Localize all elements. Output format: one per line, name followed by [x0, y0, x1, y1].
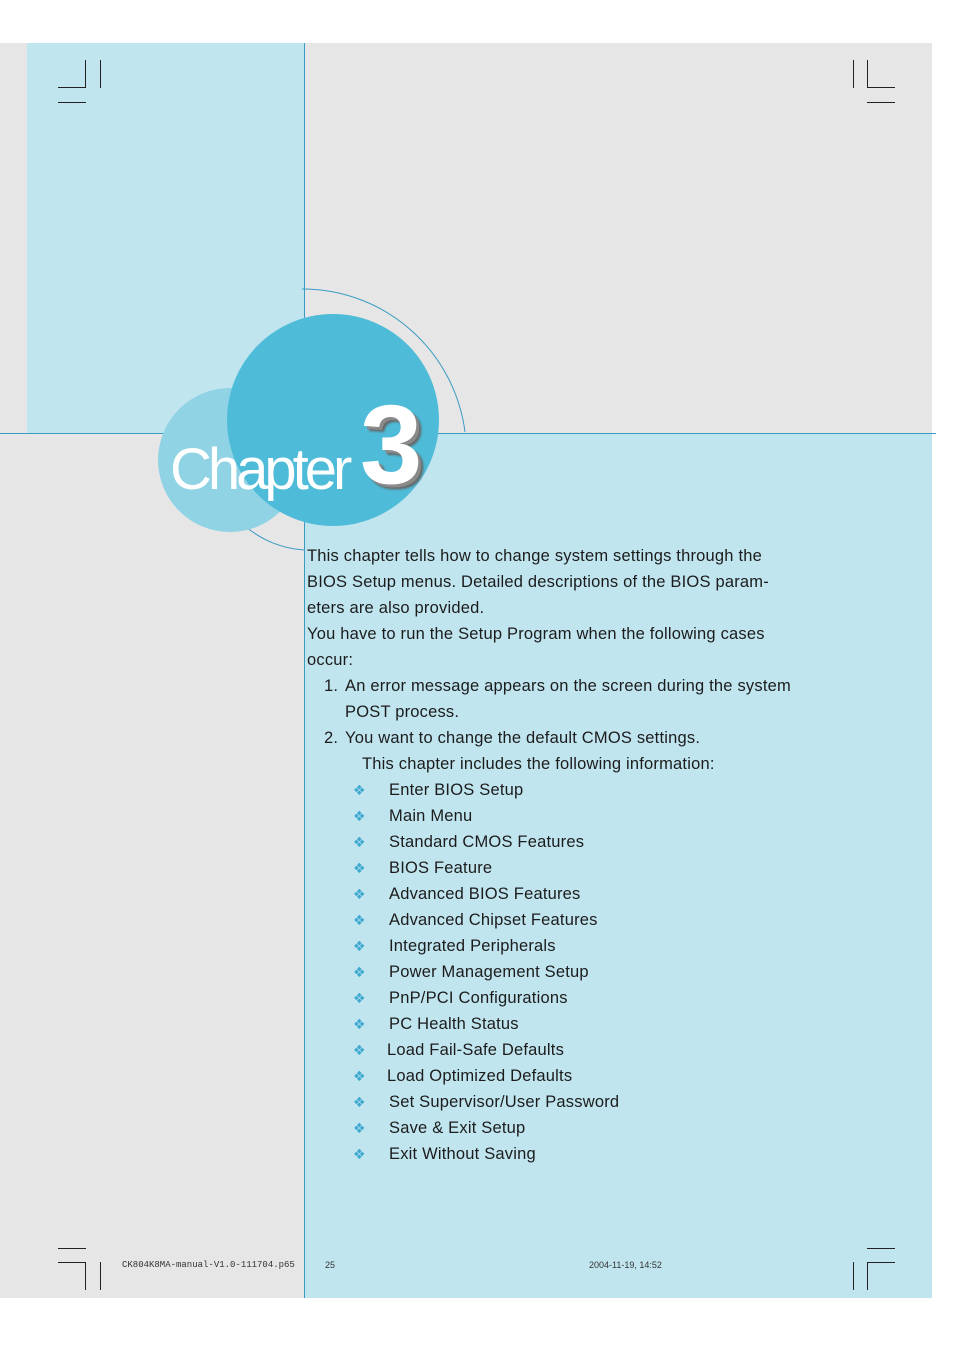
footer-page-number: 25 [325, 1260, 336, 1270]
crop-mark [853, 1262, 854, 1290]
case-item [307, 725, 807, 751]
crop-mark [58, 1248, 86, 1249]
diamond-cluster-icon: ❖ [353, 782, 366, 798]
topic-label: Advanced BIOS Features [389, 885, 581, 903]
case-text: An error message appears on the screen during the system POST process. [345, 677, 791, 721]
diamond-cluster-icon: ❖ [353, 1068, 366, 1084]
diamond-cluster-icon: ❖ [353, 1146, 366, 1162]
footer-filename: CK804K8MA-manual-V1.0-111704.p65 [122, 1260, 295, 1270]
crop-mark [100, 1262, 101, 1290]
crop-mark [58, 102, 86, 103]
topic-label: Standard CMOS Features [389, 833, 585, 851]
topic-item [307, 881, 807, 907]
diamond-cluster-icon: ❖ [353, 834, 366, 850]
topic-item [307, 907, 807, 933]
topic-list [307, 777, 807, 1167]
diamond-cluster-icon: ❖ [353, 808, 366, 824]
crop-mark [85, 1262, 86, 1290]
chapter-number: 3 [360, 382, 423, 507]
topic-label: Save & Exit Setup [389, 1119, 526, 1137]
topic-item [307, 855, 807, 881]
diamond-cluster-icon: ❖ [353, 1016, 366, 1032]
topic-item [307, 1089, 807, 1115]
topic-label: Load Optimized Defaults [387, 1067, 573, 1085]
diamond-cluster-icon: ❖ [353, 990, 366, 1006]
topic-item [307, 959, 807, 985]
crop-mark [853, 60, 854, 88]
case-list [307, 673, 807, 751]
chapter-content [307, 543, 807, 1167]
chapter-word: Chapter [170, 437, 349, 502]
topic-item [307, 933, 807, 959]
topic-label: Exit Without Saving [389, 1145, 536, 1163]
topic-item [307, 777, 807, 803]
crop-mark [100, 60, 101, 88]
topic-label: Enter BIOS Setup [389, 781, 524, 799]
topic-item [307, 1011, 807, 1037]
topic-label: Load Fail-Safe Defaults [387, 1041, 565, 1059]
crop-mark [85, 60, 86, 88]
topic-item [307, 985, 807, 1011]
crop-mark [867, 1262, 868, 1290]
topic-item [307, 1063, 807, 1089]
case-number: 1. [324, 677, 339, 695]
diamond-cluster-icon: ❖ [353, 1120, 366, 1136]
topic-label: PnP/PCI Configurations [389, 989, 568, 1007]
diamond-cluster-icon: ❖ [353, 1094, 366, 1110]
topic-label: Advanced Chipset Features [389, 911, 598, 929]
diamond-cluster-icon: ❖ [353, 1042, 366, 1058]
diamond-cluster-icon: ❖ [353, 886, 366, 902]
case-item [307, 673, 807, 725]
topic-item [307, 1115, 807, 1141]
crop-mark [58, 87, 86, 88]
topic-item [307, 1037, 807, 1063]
topic-label: BIOS Feature [389, 859, 493, 877]
diamond-cluster-icon: ❖ [353, 860, 366, 876]
crop-mark [867, 1262, 895, 1263]
footer-datetime: 2004-11-19, 14:52 [589, 1260, 662, 1270]
topic-item [307, 1141, 807, 1167]
topic-label: Integrated Peripherals [389, 937, 556, 955]
topic-label: Set Supervisor/User Password [389, 1093, 620, 1111]
case-text: You want to change the default CMOS settings. [345, 729, 701, 747]
crop-mark [867, 102, 895, 103]
crop-mark [867, 87, 895, 88]
diamond-cluster-icon: ❖ [353, 912, 366, 928]
intro-paragraph-2: You have to run the Setup Program when the following cases occur: [307, 625, 765, 669]
diamond-cluster-icon: ❖ [353, 964, 366, 980]
topic-label: Main Menu [389, 807, 473, 825]
topic-item [307, 829, 807, 855]
intro-paragraph-1: This chapter tells how to change system settings through the BIOS Setup menus. Detailed descriptions of the BIOS param-eters are also provided. [307, 547, 769, 617]
topic-label: Power Management Setup [389, 963, 589, 981]
crop-mark [867, 1248, 895, 1249]
topic-item [307, 803, 807, 829]
topic-label: PC Health Status [389, 1015, 519, 1033]
case-number: 2. [324, 729, 339, 747]
crop-mark [867, 60, 868, 88]
info-heading: This chapter includes the following information: [362, 755, 715, 773]
diamond-cluster-icon: ❖ [353, 938, 366, 954]
crop-mark [58, 1262, 86, 1263]
